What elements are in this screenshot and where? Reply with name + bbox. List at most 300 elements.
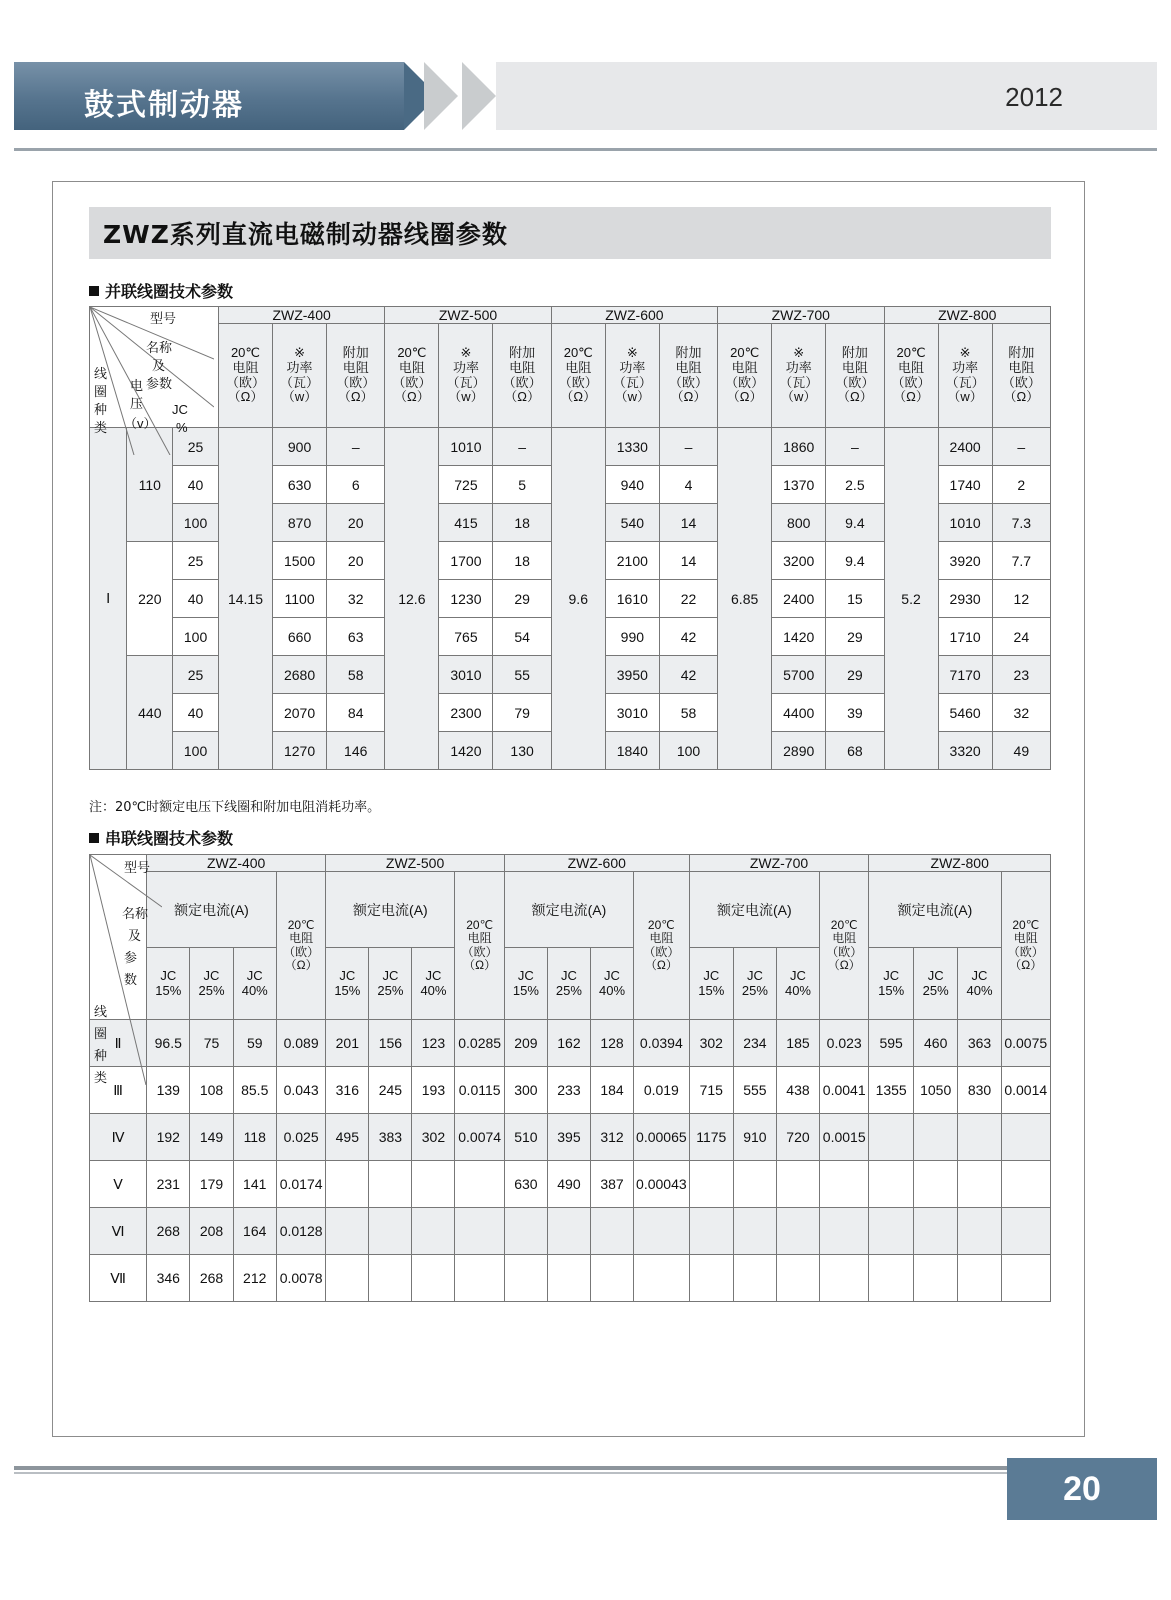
hdr-line-3: （瓦） bbox=[446, 374, 486, 390]
current-400-jc25: 149 bbox=[190, 1114, 233, 1161]
current-700-jc15 bbox=[689, 1161, 733, 1208]
hdr-line-1: ※ bbox=[460, 345, 472, 361]
current-400-jc40: 59 bbox=[233, 1020, 276, 1067]
current-400-jc15: 346 bbox=[147, 1255, 190, 1302]
hdr-line-1: JC bbox=[927, 967, 944, 983]
addres-400: 63 bbox=[327, 618, 385, 656]
hdr-line-1: ※ bbox=[626, 345, 638, 361]
resistance-600: 0.0394 bbox=[634, 1020, 690, 1067]
hdr-line-1: 附加 bbox=[675, 345, 702, 361]
hdr-line-1: 附加 bbox=[841, 345, 868, 361]
hdr-line-4: （Ω） bbox=[560, 389, 597, 405]
power-600: 1330 bbox=[605, 428, 659, 466]
hdr-line-2: 25% bbox=[555, 982, 582, 998]
resistance-700 bbox=[820, 1161, 869, 1208]
hdr-line-3: （欧） bbox=[461, 944, 498, 959]
power-400: 1500 bbox=[273, 542, 327, 580]
power-600: 3950 bbox=[605, 656, 659, 694]
table-row bbox=[90, 428, 1051, 466]
hdr-line-1: 20℃ bbox=[896, 345, 926, 361]
power-500: 1420 bbox=[439, 732, 493, 770]
resistance-600: 0.019 bbox=[634, 1067, 690, 1114]
hdr-line-1: JC bbox=[517, 967, 534, 983]
resistance-400: 0.0078 bbox=[276, 1255, 325, 1302]
param-header-addres-700 bbox=[826, 324, 884, 428]
corner-label-coil-2: 圈 bbox=[94, 1026, 108, 1041]
hdr-line-3: （欧） bbox=[502, 374, 542, 390]
power-400: 900 bbox=[273, 428, 327, 466]
resistance-600 bbox=[634, 1255, 690, 1302]
corner-label-and: 及 bbox=[152, 358, 166, 373]
addres-600: 4 bbox=[659, 466, 717, 504]
current-700-jc40 bbox=[776, 1161, 819, 1208]
addres-500: 55 bbox=[493, 656, 551, 694]
header-title: 鼓式制动器 bbox=[84, 88, 244, 123]
hdr-line-3: （欧） bbox=[392, 374, 432, 390]
current-800-jc15 bbox=[869, 1114, 914, 1161]
power-400: 660 bbox=[273, 618, 327, 656]
param-header-addres-500 bbox=[493, 324, 551, 428]
power-600: 940 bbox=[605, 466, 659, 504]
power-800: 3320 bbox=[938, 732, 992, 770]
current-400-jc15: 231 bbox=[147, 1161, 190, 1208]
current-800-jc40 bbox=[958, 1114, 1001, 1161]
power-600: 990 bbox=[605, 618, 659, 656]
corner-label-coil-3: 种 bbox=[94, 402, 108, 417]
hdr-line-1: JC bbox=[604, 967, 620, 983]
coil-type-cell: Ⅰ bbox=[90, 428, 127, 770]
jc-cell: 25 bbox=[173, 656, 219, 694]
hdr-line-3: （瓦） bbox=[779, 374, 819, 390]
hdr-line-1: JC bbox=[160, 967, 177, 983]
hdr-line-2: 40% bbox=[598, 982, 626, 998]
power-600: 2100 bbox=[605, 542, 659, 580]
header-grey-arrow-2-icon bbox=[462, 62, 496, 130]
hdr-line-2: 电阻 bbox=[565, 359, 592, 375]
power-500: 1230 bbox=[439, 580, 493, 618]
current-700-jc40 bbox=[776, 1208, 819, 1255]
current-800-jc15 bbox=[869, 1208, 914, 1255]
hdr-line-1: 20℃ bbox=[730, 345, 760, 361]
coil-type-cell: Ⅴ bbox=[90, 1161, 147, 1208]
addres-600: 58 bbox=[659, 694, 717, 732]
addres-400: 84 bbox=[327, 694, 385, 732]
current-600-jc40: 184 bbox=[590, 1067, 633, 1114]
footer-divider-thick bbox=[14, 1466, 1157, 1470]
table-header-row-models bbox=[90, 307, 1051, 324]
corner-label-jc-pct: % bbox=[176, 420, 188, 435]
addres-600: 14 bbox=[659, 504, 717, 542]
current-800-jc25 bbox=[913, 1114, 958, 1161]
addres-400: 20 bbox=[327, 504, 385, 542]
current-500-jc15 bbox=[326, 1208, 369, 1255]
jc-cell: 100 bbox=[173, 504, 219, 542]
param-header-resistance-700 bbox=[718, 324, 772, 428]
current-800-jc15: 1355 bbox=[869, 1067, 914, 1114]
resistance-500 bbox=[455, 1255, 504, 1302]
hdr-line-2: 25% bbox=[741, 982, 768, 998]
current-600-jc40: 387 bbox=[590, 1161, 633, 1208]
param-header-resistance-400 bbox=[218, 324, 272, 428]
resistance-700: 6.85 bbox=[718, 428, 772, 770]
power-500: 765 bbox=[439, 618, 493, 656]
addres-700: 39 bbox=[826, 694, 884, 732]
resistance-800: 0.0075 bbox=[1001, 1020, 1050, 1067]
hdr-line-4: （Ω） bbox=[827, 957, 861, 972]
power-800: 3920 bbox=[938, 542, 992, 580]
hdr-line-3: （瓦） bbox=[280, 374, 320, 390]
resistance-700: 0.0041 bbox=[820, 1067, 869, 1114]
addres-400: 146 bbox=[327, 732, 385, 770]
hdr-line-2: 功率 bbox=[785, 359, 812, 375]
hdr-line-2: 电阻 bbox=[467, 931, 492, 946]
power-800: 1740 bbox=[938, 466, 992, 504]
current-700-jc25: 555 bbox=[733, 1067, 776, 1114]
jc-cell: 25 bbox=[173, 542, 219, 580]
current-400-jc40: 85.5 bbox=[233, 1067, 276, 1114]
hdr-line-2: 电阻 bbox=[649, 931, 674, 946]
coil-type-cell: Ⅱ bbox=[90, 1020, 147, 1067]
jc-header-25-500 bbox=[369, 948, 412, 1020]
hdr-line-2: 电阻 bbox=[675, 359, 702, 375]
hdr-line-3: （瓦） bbox=[945, 374, 985, 390]
addres-700: 68 bbox=[826, 732, 884, 770]
current-500-jc25 bbox=[369, 1208, 412, 1255]
current-700-jc25 bbox=[733, 1255, 776, 1302]
hdr-line-1: 20℃ bbox=[466, 917, 494, 932]
param-header-power-500 bbox=[439, 324, 493, 428]
current-600-jc25 bbox=[547, 1255, 590, 1302]
current-700-jc40: 185 bbox=[776, 1020, 819, 1067]
current-500-jc25: 383 bbox=[369, 1114, 412, 1161]
current-500-jc15 bbox=[326, 1255, 369, 1302]
current-header-400: 额定电流(A) bbox=[147, 872, 277, 948]
resistance-400: 0.0128 bbox=[276, 1208, 325, 1255]
corner-label-voltage-1: 电 bbox=[130, 378, 144, 393]
coil-type-cell: Ⅳ bbox=[90, 1114, 147, 1161]
series-model-header-800: ZWZ-800 bbox=[869, 855, 1051, 872]
hdr-line-2: 功率 bbox=[952, 359, 979, 375]
series-model-header-600: ZWZ-600 bbox=[504, 855, 689, 872]
resistance-800 bbox=[1001, 1161, 1050, 1208]
power-600: 540 bbox=[605, 504, 659, 542]
hdr-line-3: （欧） bbox=[336, 374, 376, 390]
addres-700: 9.4 bbox=[826, 504, 884, 542]
hdr-line-4: （w） bbox=[781, 389, 817, 405]
param-header-addres-400 bbox=[327, 324, 385, 428]
resistance-400: 0.025 bbox=[276, 1114, 325, 1161]
table-note: 注：20℃时额定电压下线圈和附加电阻消耗功率。 bbox=[89, 800, 381, 815]
power-500: 2300 bbox=[439, 694, 493, 732]
hdr-line-1: JC bbox=[746, 967, 763, 983]
current-700-jc15: 302 bbox=[689, 1020, 733, 1067]
corner-label-coil-4: 类 bbox=[94, 420, 108, 435]
corner-label-voltage-unit: （v） bbox=[124, 416, 157, 431]
current-500-jc15: 201 bbox=[326, 1020, 369, 1067]
addres-800: 24 bbox=[992, 618, 1050, 656]
corner-label-coil-2: 圈 bbox=[94, 384, 108, 399]
power-600: 1610 bbox=[605, 580, 659, 618]
hdr-line-3: （欧） bbox=[283, 944, 320, 959]
hdr-line-4: （Ω） bbox=[893, 389, 929, 405]
current-800-jc25 bbox=[913, 1255, 958, 1302]
addres-600: 100 bbox=[659, 732, 717, 770]
hdr-line-1: 20℃ bbox=[287, 917, 315, 932]
hdr-line-2: 电阻 bbox=[1013, 931, 1038, 946]
table-row bbox=[90, 1067, 1051, 1114]
hdr-line-2: 电阻 bbox=[232, 359, 259, 375]
power-400: 2070 bbox=[273, 694, 327, 732]
current-500-jc25 bbox=[369, 1161, 412, 1208]
addres-500: 29 bbox=[493, 580, 551, 618]
hdr-line-4: （Ω） bbox=[504, 389, 540, 405]
hdr-line-2: 电阻 bbox=[731, 359, 758, 375]
hdr-line-1: 附加 bbox=[1008, 345, 1035, 361]
power-700: 2400 bbox=[772, 580, 826, 618]
coil-type-cell: Ⅲ bbox=[90, 1067, 147, 1114]
power-400: 1100 bbox=[273, 580, 327, 618]
addres-400: 58 bbox=[327, 656, 385, 694]
addres-500: – bbox=[493, 428, 551, 466]
power-700: 5700 bbox=[772, 656, 826, 694]
jc-header-25-800 bbox=[913, 948, 958, 1020]
coil-type-cell: Ⅵ bbox=[90, 1208, 147, 1255]
current-header-500: 额定电流(A) bbox=[326, 872, 455, 948]
addres-600: 42 bbox=[659, 618, 717, 656]
addres-500: 5 bbox=[493, 466, 551, 504]
power-500: 415 bbox=[439, 504, 493, 542]
current-500-jc40 bbox=[412, 1161, 455, 1208]
hdr-line-1: JC bbox=[246, 967, 263, 983]
hdr-line-1: JC bbox=[560, 967, 577, 983]
param-header-power-700 bbox=[772, 324, 826, 428]
jc-header-40-800 bbox=[958, 948, 1001, 1020]
current-700-jc15: 715 bbox=[689, 1067, 733, 1114]
power-600: 3010 bbox=[605, 694, 659, 732]
resistance-700: 0.023 bbox=[820, 1020, 869, 1067]
parallel-corner-cell bbox=[90, 307, 219, 435]
resistance-400: 0.089 bbox=[276, 1020, 325, 1067]
current-800-jc40 bbox=[958, 1161, 1001, 1208]
header-grey-arrow-1-icon bbox=[424, 62, 458, 130]
current-600-jc15: 630 bbox=[504, 1161, 547, 1208]
current-400-jc15: 268 bbox=[147, 1208, 190, 1255]
resistance-500 bbox=[455, 1208, 504, 1255]
model-header-800: ZWZ-800 bbox=[884, 307, 1051, 324]
resistance-800 bbox=[1001, 1114, 1050, 1161]
hdr-line-3: （欧） bbox=[643, 944, 680, 959]
header-year: 2012 bbox=[1005, 82, 1063, 112]
addres-400: 32 bbox=[327, 580, 385, 618]
hdr-line-2: 40% bbox=[420, 982, 447, 998]
current-700-jc40: 720 bbox=[776, 1114, 819, 1161]
current-400-jc25: 268 bbox=[190, 1255, 233, 1302]
addres-800: 12 bbox=[992, 580, 1050, 618]
hdr-line-1: JC bbox=[971, 967, 988, 983]
hdr-line-1: ※ bbox=[959, 345, 971, 361]
corner-label-coil-1: 线 bbox=[94, 1004, 108, 1019]
hdr-line-2: 15% bbox=[155, 982, 182, 998]
hdr-line-2: 15% bbox=[698, 982, 725, 998]
jc-cell: 40 bbox=[173, 466, 219, 504]
res-header-400 bbox=[276, 872, 325, 1020]
corner-label-param-1: 参 bbox=[124, 950, 138, 965]
current-header-600: 额定电流(A) bbox=[504, 872, 633, 948]
corner-label-jc: JC bbox=[172, 402, 188, 417]
hdr-line-1: JC bbox=[203, 967, 220, 983]
jc-header-25-700 bbox=[733, 948, 776, 1020]
resistance-500: 12.6 bbox=[385, 428, 439, 770]
current-800-jc25: 460 bbox=[913, 1020, 958, 1067]
hdr-line-1: 附加 bbox=[342, 345, 369, 361]
resistance-500: 0.0074 bbox=[455, 1114, 504, 1161]
hdr-line-2: 电阻 bbox=[898, 359, 925, 375]
jc-cell: 40 bbox=[173, 580, 219, 618]
resistance-600: 0.00043 bbox=[634, 1161, 690, 1208]
parallel-coil-table bbox=[89, 306, 1051, 770]
corner-label-coil-3: 种 bbox=[94, 1048, 108, 1063]
power-700: 1860 bbox=[772, 428, 826, 466]
jc-cell: 100 bbox=[173, 618, 219, 656]
addres-800: 49 bbox=[992, 732, 1050, 770]
current-600-jc40: 312 bbox=[590, 1114, 633, 1161]
current-800-jc25: 1050 bbox=[913, 1067, 958, 1114]
model-header-600: ZWZ-600 bbox=[551, 307, 717, 324]
current-600-jc15: 510 bbox=[504, 1114, 547, 1161]
jc-header-15-700 bbox=[689, 948, 733, 1020]
hdr-line-4: （Ω） bbox=[227, 389, 264, 405]
table-row bbox=[90, 1114, 1051, 1161]
corner-label-name: 名称 bbox=[122, 906, 149, 921]
hdr-line-2: 25% bbox=[198, 982, 225, 998]
resistance-700 bbox=[820, 1208, 869, 1255]
current-500-jc40: 302 bbox=[412, 1114, 455, 1161]
current-600-jc25: 490 bbox=[547, 1161, 590, 1208]
current-700-jc25 bbox=[733, 1208, 776, 1255]
resistance-700 bbox=[820, 1255, 869, 1302]
hdr-line-2: 功率 bbox=[452, 359, 479, 375]
series-model-header-700: ZWZ-700 bbox=[689, 855, 869, 872]
corner-label-param: 参数 bbox=[146, 376, 173, 391]
hdr-line-3: （欧） bbox=[1001, 374, 1041, 390]
page-title: ZWZ系列直流电磁制动器线圈参数 bbox=[103, 220, 508, 249]
param-header-resistance-600 bbox=[551, 324, 605, 428]
power-400: 1270 bbox=[273, 732, 327, 770]
param-header-resistance-500 bbox=[385, 324, 439, 428]
current-400-jc40: 164 bbox=[233, 1208, 276, 1255]
hdr-line-4: （Ω） bbox=[463, 957, 497, 972]
current-400-jc25: 108 bbox=[190, 1067, 233, 1114]
addres-700: 15 bbox=[826, 580, 884, 618]
addres-800: 2 bbox=[992, 466, 1050, 504]
current-600-jc25: 395 bbox=[547, 1114, 590, 1161]
current-700-jc25 bbox=[733, 1161, 776, 1208]
subsection-series-heading bbox=[89, 826, 233, 849]
hdr-line-1: JC bbox=[883, 967, 900, 983]
resistance-500: 0.0285 bbox=[455, 1020, 504, 1067]
power-400: 630 bbox=[273, 466, 327, 504]
power-800: 2400 bbox=[938, 428, 992, 466]
addres-500: 18 bbox=[493, 504, 551, 542]
res-header-700 bbox=[820, 872, 869, 1020]
page-header bbox=[0, 62, 1171, 130]
power-500: 1010 bbox=[439, 428, 493, 466]
addres-500: 18 bbox=[493, 542, 551, 580]
current-400-jc40: 212 bbox=[233, 1255, 276, 1302]
hdr-line-4: （Ω） bbox=[337, 389, 374, 405]
addres-800: – bbox=[992, 428, 1050, 466]
hdr-line-1: 20℃ bbox=[230, 345, 260, 361]
current-800-jc40 bbox=[958, 1255, 1001, 1302]
table-row bbox=[90, 1255, 1051, 1302]
current-600-jc40 bbox=[590, 1208, 633, 1255]
table-row bbox=[90, 1020, 1051, 1067]
power-700: 2890 bbox=[772, 732, 826, 770]
current-400-jc25: 208 bbox=[190, 1208, 233, 1255]
current-500-jc40 bbox=[412, 1255, 455, 1302]
power-400: 870 bbox=[273, 504, 327, 542]
series-model-header-400: ZWZ-400 bbox=[147, 855, 326, 872]
power-800: 1710 bbox=[938, 618, 992, 656]
hdr-line-1: JC bbox=[790, 967, 806, 983]
current-500-jc40: 123 bbox=[412, 1020, 455, 1067]
current-400-jc25: 179 bbox=[190, 1161, 233, 1208]
addres-400: 20 bbox=[327, 542, 385, 580]
power-400: 2680 bbox=[273, 656, 327, 694]
addres-400: – bbox=[327, 428, 385, 466]
hdr-line-4: （Ω） bbox=[1009, 957, 1043, 972]
hdr-line-2: 25% bbox=[377, 982, 404, 998]
addres-800: 7.3 bbox=[992, 504, 1050, 542]
current-800-jc40: 830 bbox=[958, 1067, 1001, 1114]
jc-header-25-600 bbox=[547, 948, 590, 1020]
hdr-line-3: （欧） bbox=[668, 374, 708, 390]
current-500-jc40: 193 bbox=[412, 1067, 455, 1114]
table-row bbox=[90, 1161, 1051, 1208]
hdr-line-1: JC bbox=[425, 967, 442, 983]
resistance-800 bbox=[1001, 1208, 1050, 1255]
res-header-800 bbox=[1001, 872, 1050, 1020]
current-500-jc25 bbox=[369, 1255, 412, 1302]
hdr-line-3: （欧） bbox=[1007, 944, 1044, 959]
current-600-jc15 bbox=[504, 1208, 547, 1255]
resistance-600 bbox=[634, 1208, 690, 1255]
hdr-line-1: 20℃ bbox=[397, 345, 427, 361]
current-500-jc40 bbox=[412, 1208, 455, 1255]
hdr-line-3: （欧） bbox=[835, 374, 875, 390]
current-800-jc40: 363 bbox=[958, 1020, 1001, 1067]
hdr-line-4: （Ω） bbox=[670, 389, 707, 405]
hdr-line-2: 电阻 bbox=[398, 359, 425, 375]
jc-cell: 100 bbox=[173, 732, 219, 770]
addres-500: 130 bbox=[493, 732, 551, 770]
jc-header-25-400 bbox=[190, 948, 233, 1020]
current-500-jc15 bbox=[326, 1161, 369, 1208]
addres-700: 9.4 bbox=[826, 542, 884, 580]
hdr-line-4: （Ω） bbox=[1003, 389, 1040, 405]
jc-header-15-600 bbox=[504, 948, 547, 1020]
hdr-line-2: 40% bbox=[241, 982, 268, 998]
jc-header-40-600 bbox=[590, 948, 633, 1020]
power-500: 3010 bbox=[439, 656, 493, 694]
footer-divider-thin bbox=[14, 1472, 1157, 1474]
resistance-400: 0.043 bbox=[276, 1067, 325, 1114]
current-600-jc15: 209 bbox=[504, 1020, 547, 1067]
series-model-header-500: ZWZ-500 bbox=[326, 855, 505, 872]
jc-cell: 40 bbox=[173, 694, 219, 732]
power-500: 1700 bbox=[439, 542, 493, 580]
section-title-bar bbox=[89, 207, 1051, 259]
